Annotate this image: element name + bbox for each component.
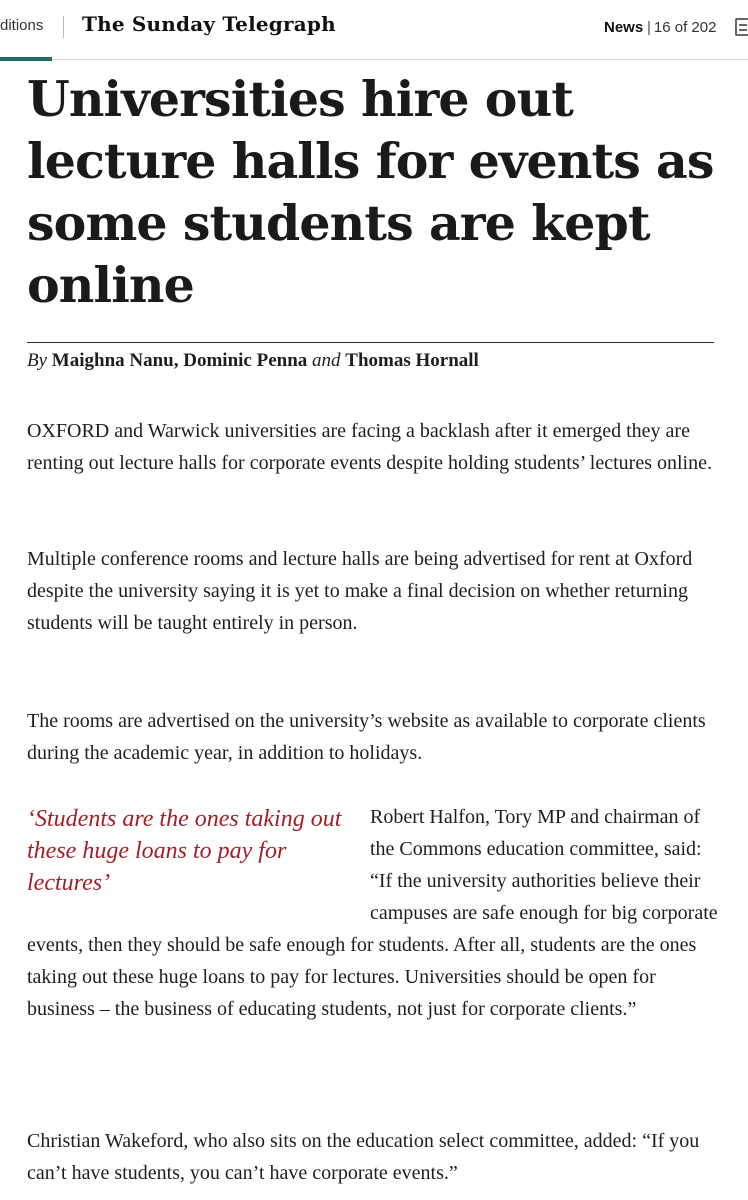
author-name[interactable]: Thomas Hornall [345, 350, 479, 371]
pages-icon[interactable] [735, 18, 748, 36]
page-indicator [646, 19, 716, 36]
divider [63, 16, 64, 38]
article-paragraph: OXFORD and Warwick universities are facing a backlash after it emerged they are renting out lecture halls for corporate events despite holding students’ lectures online. [27, 420, 712, 474]
byline-separator: , [173, 350, 179, 371]
section-label[interactable]: News [604, 19, 644, 36]
editions-link[interactable]: ditions [0, 17, 44, 34]
active-tab-indicator [0, 57, 52, 61]
article-paragraph: Robert Halfon, Tory MP and chairman of the Commons education committee, said: “If the university authorities believe their campuses are safe enough for big corporate events, then they should be safe enough for students. After all, students are the ones taking out these huge loans to pay for lectures. Universities should be open for business – the business of educating students, not just for corporate clients.” [27, 806, 718, 1020]
article-paragraph: Christian Wakeford, who also sits on the education select committee, added: “If you can’t have students, you can’t have corporate events.” [27, 1130, 700, 1184]
byline-by: By [27, 350, 48, 371]
divider: | [647, 19, 651, 36]
quote-section [27, 801, 727, 1025]
page-indicator-text: 16 of 202 [653, 19, 717, 36]
top-bar [0, 0, 748, 60]
headline-rule [27, 342, 714, 343]
masthead-logo[interactable]: The Sunday Telegraph [82, 12, 336, 36]
article-paragraph: Multiple conference rooms and lecture halls are being advertised for rent at Oxford despite the university saying it is yet to make a final decision on whether returning students will be taught entirely in person. [27, 548, 693, 634]
article-paragraph: The rooms are advertised on the university’s website as available to corporate clients during the academic year, in addition to holidays. [27, 710, 706, 764]
byline [27, 350, 479, 372]
article-headline: Universities hire out lecture halls for events as some students are kept online [27, 70, 714, 314]
author-name[interactable]: Maighna Nanu [51, 350, 174, 371]
author-name[interactable]: Dominic Penna [183, 350, 308, 371]
byline-and: and [312, 350, 341, 371]
pull-quote: ‘Students are the ones taking out these huge loans to pay for lectures’ [27, 806, 342, 896]
